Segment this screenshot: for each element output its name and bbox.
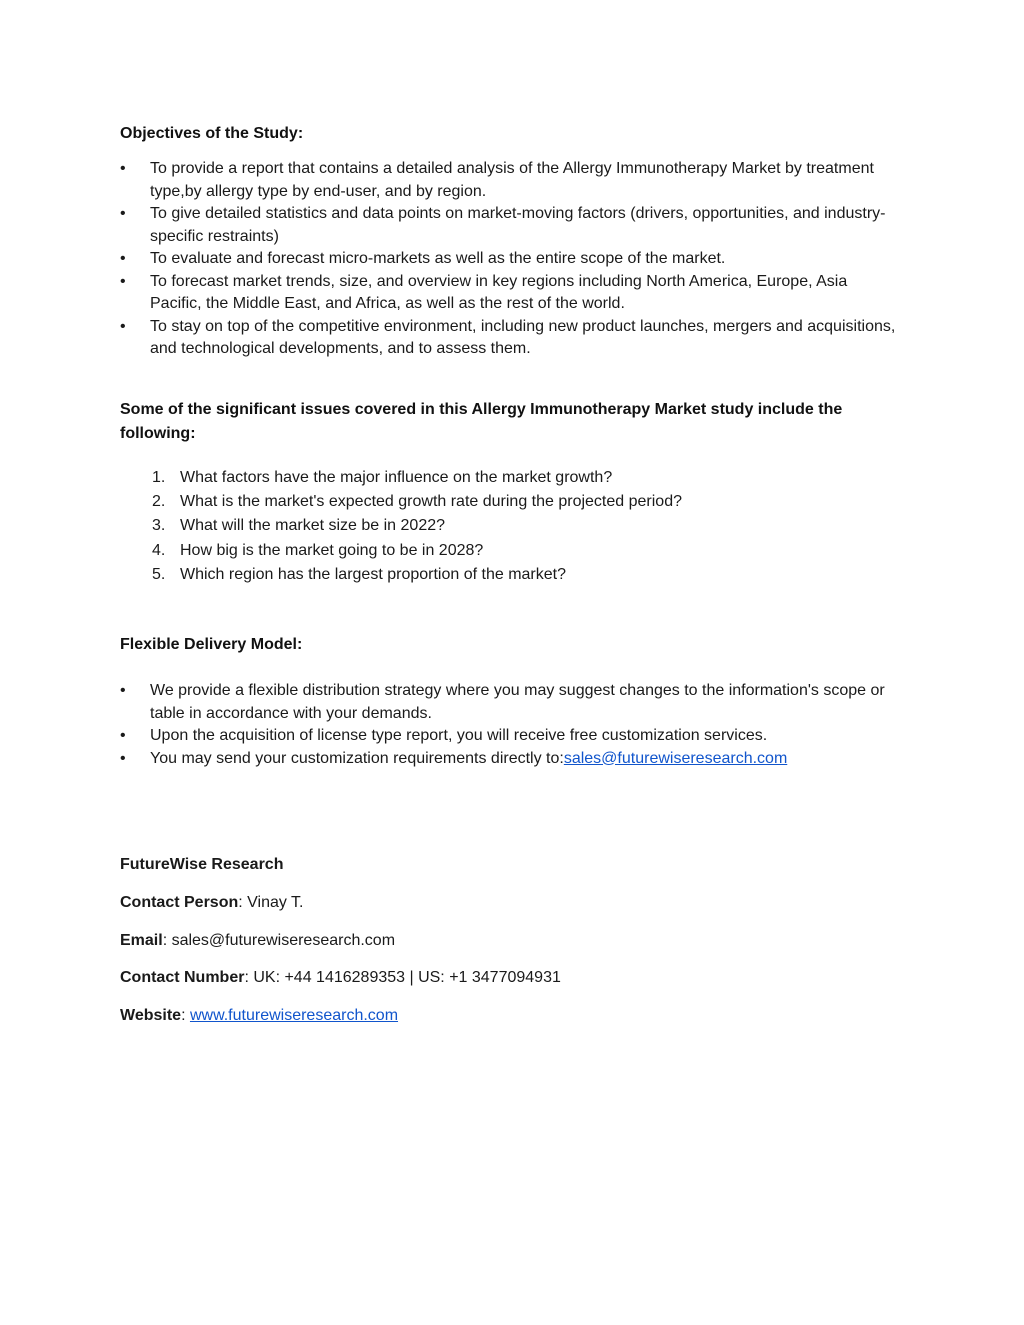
delivery-section bbox=[120, 633, 900, 657]
contact-number-label: Contact Number bbox=[120, 969, 245, 986]
list-item bbox=[120, 725, 900, 748]
list-item bbox=[120, 680, 900, 725]
list-item-text: Upon the acquisition of license type report, you will receive free customization services. bbox=[150, 727, 768, 744]
list-item bbox=[120, 490, 900, 514]
email-line bbox=[120, 930, 395, 952]
delivery-heading: Flexible Delivery Model: bbox=[120, 636, 303, 653]
list-number: 5. bbox=[152, 565, 166, 583]
list-item-text: To stay on top of the competitive environment, including new product launches, mergers and acquisitions, and technological developments, and to assess them. bbox=[150, 317, 896, 357]
list-item bbox=[120, 563, 900, 587]
objectives-heading: Objectives of the Study: bbox=[120, 125, 304, 142]
issues-section bbox=[120, 398, 900, 446]
company-name-text: FutureWise Research bbox=[120, 856, 284, 873]
list-item bbox=[120, 466, 900, 490]
objectives-list-container bbox=[120, 158, 900, 361]
issues-list bbox=[120, 466, 900, 587]
issues-list-container bbox=[120, 466, 900, 587]
list-item bbox=[120, 271, 900, 316]
list-number: 3. bbox=[152, 517, 166, 535]
company-name bbox=[120, 854, 283, 876]
issues-heading: Some of the significant issues covered in this Allergy Immunotherapy Market study include the following: bbox=[120, 401, 843, 442]
list-item-text: To evaluate and forecast micro-markets as well as the entire scope of the market. bbox=[150, 250, 726, 267]
bullet-icon: • bbox=[120, 205, 126, 222]
bullet-icon: • bbox=[120, 749, 126, 767]
bullet-icon: • bbox=[120, 682, 126, 699]
bullet-icon: • bbox=[120, 272, 126, 290]
website-link[interactable]: www.futurewiseresearch.com bbox=[189, 1007, 399, 1024]
website-separator: : bbox=[181, 1007, 190, 1024]
contact-number-line bbox=[120, 967, 561, 989]
bullet-icon: • bbox=[120, 160, 126, 177]
list-number: 1. bbox=[152, 469, 166, 486]
website-label: Website bbox=[120, 1007, 182, 1024]
contact-number-value: : UK: +44 1416289353 | US: +1 3477094931 bbox=[244, 969, 561, 986]
list-item bbox=[120, 748, 900, 771]
list-item bbox=[120, 539, 900, 563]
list-item-text: What factors have the major influence on the market growth? bbox=[180, 469, 613, 486]
contact-person-label: Contact Person bbox=[120, 894, 239, 911]
website-line bbox=[120, 1005, 398, 1027]
sales-email-link[interactable]: sales@futurewiseresearch.com bbox=[563, 749, 788, 767]
delivery-list-container bbox=[120, 680, 900, 770]
email-label: Email bbox=[120, 932, 163, 949]
list-item bbox=[120, 203, 900, 248]
objectives-section bbox=[120, 122, 900, 146]
list-item bbox=[120, 158, 900, 203]
list-item-text: What is the market's expected growth rate during the projected period? bbox=[180, 493, 682, 511]
list-item-text: How big is the market going to be in 2028? bbox=[180, 541, 484, 559]
list-item bbox=[120, 316, 900, 361]
list-number: 2. bbox=[152, 493, 166, 511]
contact-person-value: : Vinay T. bbox=[238, 894, 304, 911]
email-value: : sales@futurewiseresearch.com bbox=[162, 932, 396, 949]
list-item-text: What will the market size be in 2022? bbox=[180, 517, 446, 535]
list-item-text: You may send your customization requirements directly to: bbox=[150, 749, 564, 767]
delivery-list bbox=[120, 680, 900, 770]
list-item-text: To give detailed statistics and data points on market-moving factors (drivers, opportunities, and industry-specific restraints) bbox=[150, 205, 886, 245]
list-item-text: Which region has the largest proportion of the market? bbox=[180, 565, 566, 583]
list-number: 4. bbox=[152, 541, 166, 559]
bullet-icon: • bbox=[120, 727, 126, 744]
bullet-icon: • bbox=[120, 317, 126, 335]
objectives-list bbox=[120, 158, 900, 361]
list-item bbox=[120, 248, 900, 271]
list-item bbox=[120, 514, 900, 538]
list-item-text: We provide a flexible distribution strategy where you may suggest changes to the information's scope or table in accordance with your demands. bbox=[150, 682, 885, 722]
list-item-text: To forecast market trends, size, and overview in key regions including North America, Europe, Asia Pacific, the Middle East, and Africa, as well as the rest of the world. bbox=[150, 272, 848, 312]
contact-person-line bbox=[120, 892, 303, 914]
list-item-text: To provide a report that contains a detailed analysis of the Allergy Immunotherapy Market by treatment type,by allergy type by end-user, and by region. bbox=[150, 160, 874, 200]
bullet-icon: • bbox=[120, 250, 126, 267]
